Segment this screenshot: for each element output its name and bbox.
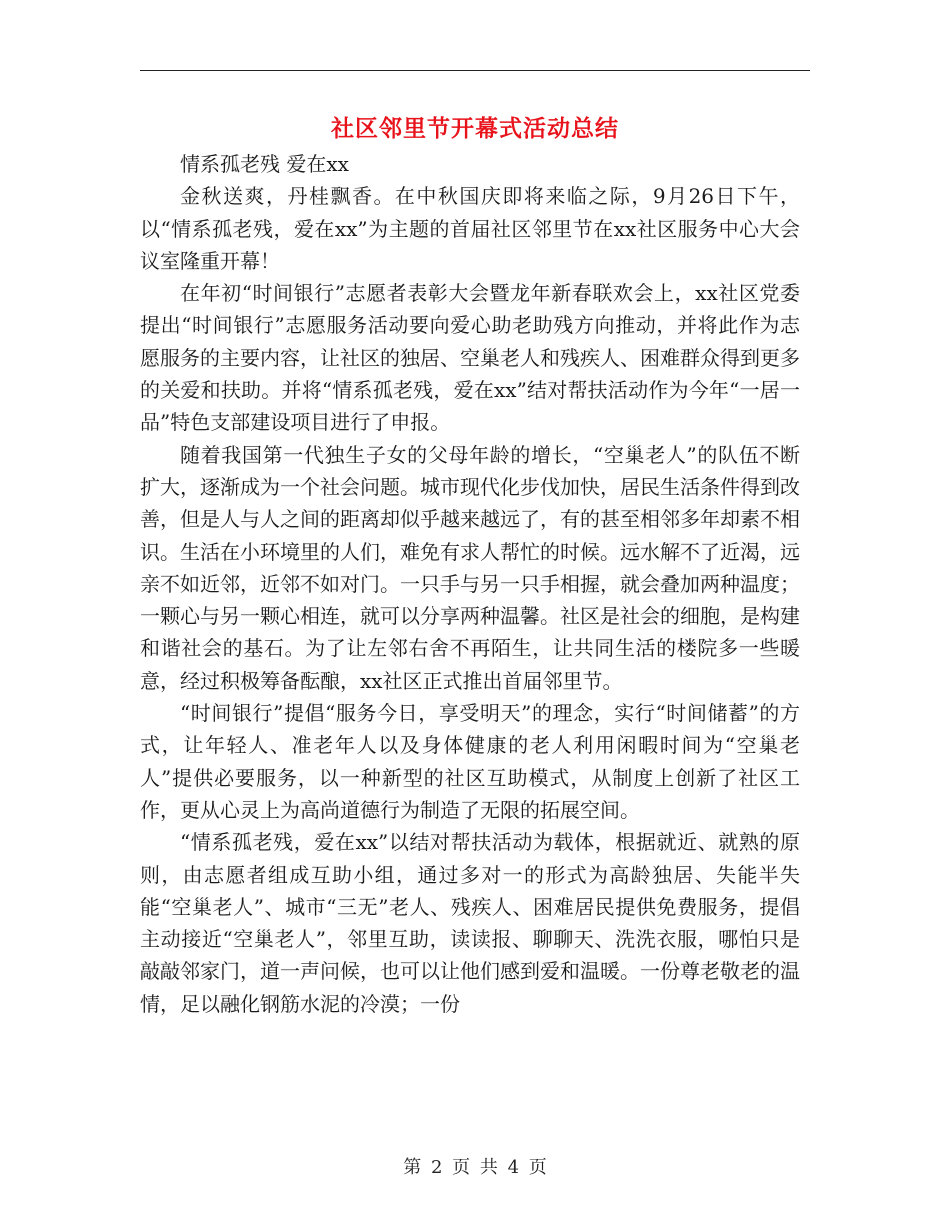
paragraph: 金秋送爽，丹桂飘香。在中秋国庆即将来临之际，9月26日下午，以“情系孤老残，爱在xx”为主题的首届社区邻里节在xx社区服务中心大会议室隆重开幕！ bbox=[140, 184, 800, 273]
paragraph: 随着我国第一代独生子女的父母年龄的增长，“空巢老人”的队伍不断扩大，逐渐成为一个社会问题。城市现代化步伐加快，居民生活条件得到改善，但是人与人之间的距离却似乎越来越远了，有的甚至相邻多年却素不相识。生活在小环境里的人们，难免有求人帮忙的时候。远水解不了近渴，远亲不如近邻，近邻不如对门。一只手与另一只手相握，就会叠加两种温度；一颗心与另一颗心相连，就可以分享两种温馨。社区是社会的细胞，是构建和谐社会的基石。为了让左邻右舍不再陌生，让共同生活的楼院多一些暖意，经过积极筹备酝酿，xx社区正式推出首届邻里节。 bbox=[140, 442, 800, 693]
paragraph: “时间银行”提倡“服务今日，享受明天”的理念，实行“时间储蓄”的方式，让年轻人、准老年人以及身体健康的老人利用闲暇时间为“空巢老人”提供必要服务，以一种新型的社区互助模式，从制度上创新了社区工作，更从心灵上为高尚道德行为制造了无限的拓展空间。 bbox=[140, 701, 800, 822]
paragraph-subtitle: 情系孤老残 爱在xx bbox=[180, 152, 349, 176]
paragraph: 在年初“时间银行”志愿者表彰大会暨龙年新春联欢会上，xx社区党委提出“时间银行”志愿服务活动要向爱心助老助残方向推动，并将此作为志愿服务的主要内容，让社区的独居、空巢老人和残疾人、困难群众得到更多的关爱和扶助。并将“情系孤老残，爱在xx”结对帮扶活动作为今年“一居一品”特色支部建设项目进行了申报。 bbox=[140, 281, 800, 435]
page-footer: 第 2 页 共 4 页 bbox=[403, 1157, 547, 1178]
document-body bbox=[140, 148, 800, 1020]
paragraph: “情系孤老残，爱在xx”以结对帮扶活动为载体，根据就近、就熟的原则，由志愿者组成互助小组，通过多对一的形式为高龄独居、失能半失能“空巢老人”、城市“三无”老人、残疾人、困难居民提供免费服务，提倡主动接近“空巢老人”，邻里互助，读读报、聊聊天、洗洗衣服，哪怕只是敲敲邻家门，道一声问候，也可以让他们感到爱和温暖。一份尊老敬老的温情，足以融化钢筋水泥的冷漠；一份 bbox=[140, 830, 800, 1016]
header-rule bbox=[140, 70, 810, 71]
document-title: 社区邻里节开幕式活动总结 bbox=[331, 116, 619, 142]
